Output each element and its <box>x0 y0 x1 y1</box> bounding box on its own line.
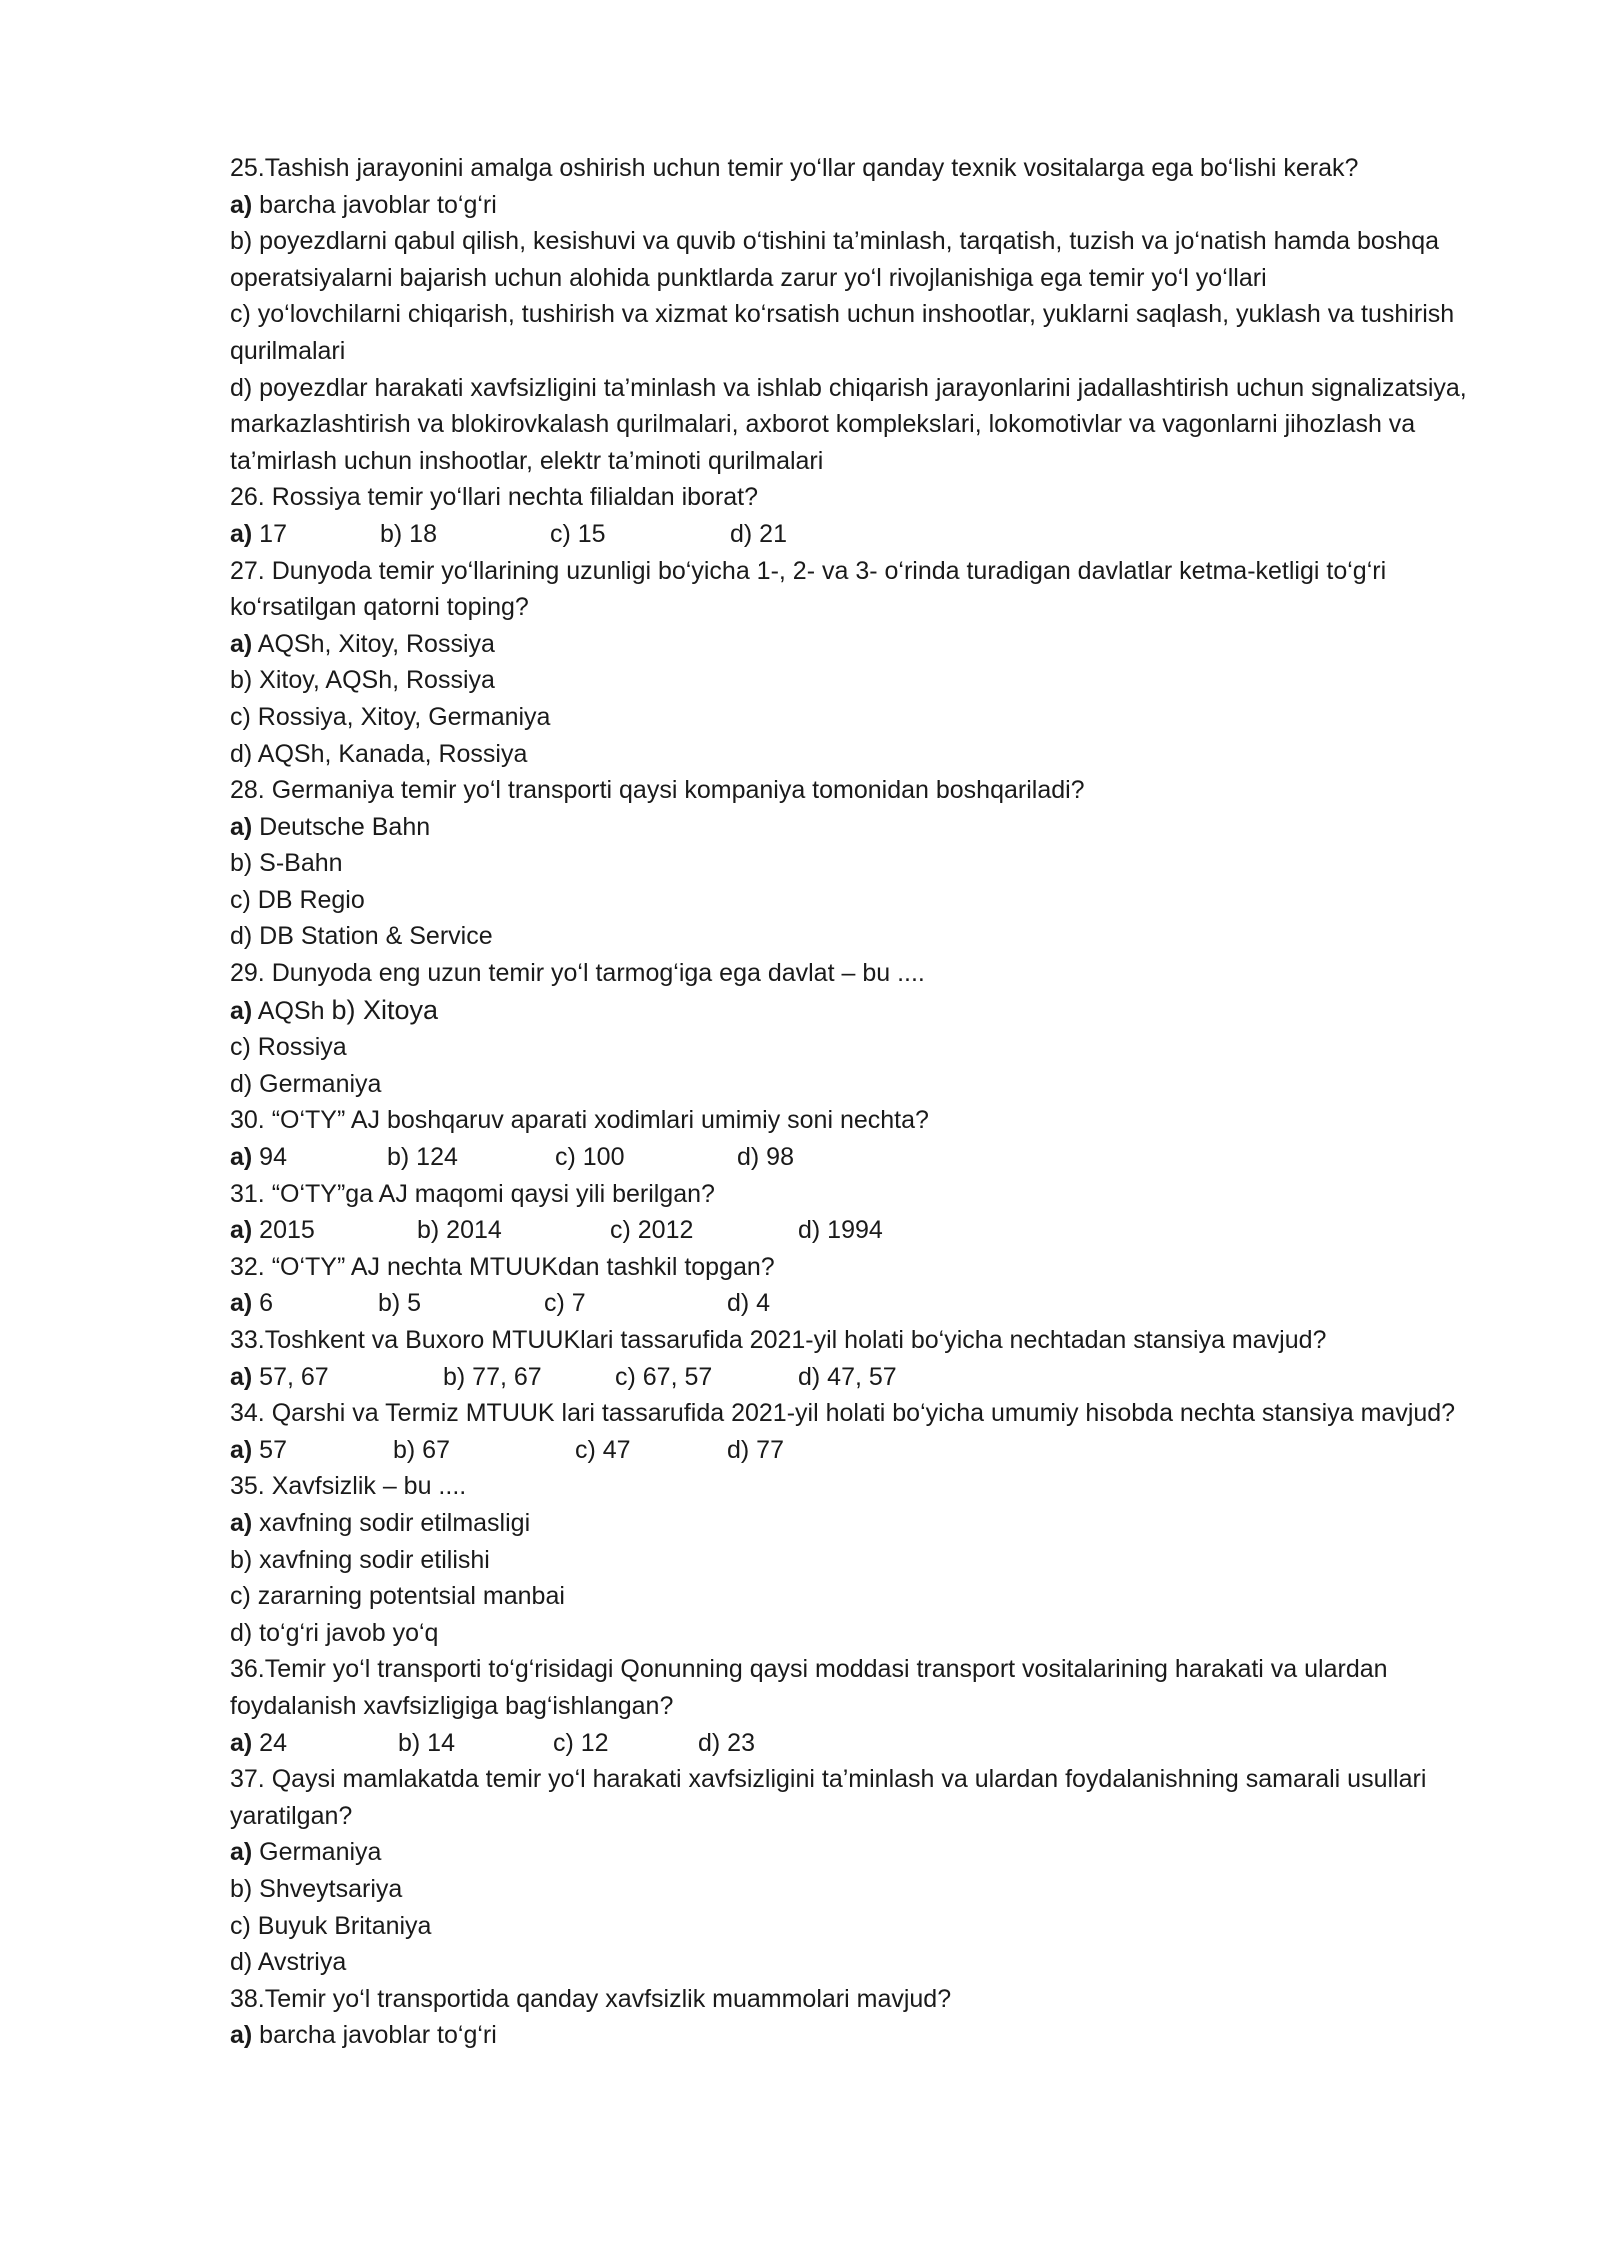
option-text: AQSh <box>252 996 332 1025</box>
option-letter: a) <box>230 1435 253 1464</box>
option-30-a <box>230 1139 387 1176</box>
option-34-d: d) 77 <box>727 1435 784 1464</box>
option-28-d: d) DB Station & Service <box>230 922 493 951</box>
options-34 <box>230 1432 1500 1469</box>
option-letter: a) <box>230 519 253 548</box>
option-31-b: b) 2014 <box>417 1216 502 1245</box>
option-31-d: d) 1994 <box>798 1216 883 1245</box>
option-25-d: d) poyezdlar harakati xavfsizligini ta’minlash va ishlab chiqarish jarayonlarini jadallashtirish uchun signalizatsiya, markazlashtirish va blokirovkalash qurilmalari, axborot komplekslari, lokomotivlar va vagonlarni jihozlash va ta’mirlash uchun inshootlar, elektr ta’minoti qurilmalari <box>230 373 1467 475</box>
option-32-a <box>230 1285 378 1322</box>
option-32-d: d) 4 <box>727 1289 771 1318</box>
option-text: AQSh, Xitoy, Rossiya <box>252 629 495 658</box>
option-38-a <box>230 2017 1500 2054</box>
question-34: 34. Qarshi va Termiz MTUUK lari tassarufida 2021-yil holati bo‘yicha umumiy hisobda nechta stansiya mavjud? <box>230 1399 1456 1428</box>
question-36: 36.Temir yo‘l transporti to‘g‘risidagi Qonunning qaysi moddasi transport vositalarining harakati va ulardan foydalanish xavfsizligiga bag‘ishlangan? <box>230 1655 1388 1720</box>
document-page <box>230 150 1500 2054</box>
option-37-d: d) Avstriya <box>230 1948 347 1977</box>
option-letter: a) <box>230 1728 253 1757</box>
option-text: 57, 67 <box>252 1362 329 1391</box>
option-text: Deutsche Bahn <box>252 812 431 841</box>
question-25: 25.Tashish jarayonini amalga oshirish uchun temir yo‘llar qanday texnik vositalarga ega bo‘lishi kerak? <box>230 154 1359 182</box>
option-letter: a) <box>230 2021 253 2050</box>
option-text: 24 <box>252 1728 287 1757</box>
option-37-c: c) Buyuk Britaniya <box>230 1911 432 1940</box>
question-31: 31. “O‘TY”ga AJ maqomi qaysi yili berilgan? <box>230 1179 715 1208</box>
option-text: 57 <box>252 1435 287 1464</box>
option-27-a <box>230 626 1500 663</box>
option-32-c: c) 7 <box>544 1289 586 1318</box>
option-26-a <box>230 516 380 553</box>
option-27-b: b) Xitoy, AQSh, Rossiya <box>230 666 495 695</box>
option-text: 17 <box>252 519 287 548</box>
option-text: 94 <box>252 1143 287 1172</box>
option-35-a <box>230 1505 1500 1542</box>
option-letter: a) <box>230 812 253 841</box>
option-29-d: d) Germaniya <box>230 1069 382 1098</box>
options-33 <box>230 1359 1500 1396</box>
option-34-a <box>230 1432 393 1469</box>
options-30 <box>230 1139 1500 1176</box>
option-27-d: d) AQSh, Kanada, Rossiya <box>230 739 528 768</box>
question-32: 32. “O‘TY” AJ nechta MTUUKdan tashkil topgan? <box>230 1252 775 1281</box>
option-25-b: b) poyezdlarni qabul qilish, kesishuvi va quvib o‘tishini ta’minlash, tarqatish, tuzish va jo‘natish hamda boshqa operatsiyalarni bajarish uchun alohida punktlarda zarur yo‘l rivojlanishiga ega temir yo‘l yo‘llari <box>230 227 1439 292</box>
option-36-c: c) 12 <box>553 1728 609 1757</box>
option-letter: a) <box>230 190 253 219</box>
option-29-a-b <box>230 992 1500 1030</box>
option-text: barcha javoblar to‘g‘ri <box>252 190 497 219</box>
option-36-b: b) 14 <box>398 1728 455 1757</box>
option-34-c: c) 47 <box>575 1435 631 1464</box>
option-28-b: b) S-Bahn <box>230 849 343 878</box>
option-text: Germaniya <box>252 1838 382 1867</box>
option-letter: a) <box>230 1143 253 1172</box>
option-letter: a) <box>230 629 253 658</box>
option-letter: a) <box>230 1362 253 1391</box>
option-35-c: c) zararning potentsial manbai <box>230 1582 565 1611</box>
option-25-a <box>230 187 1500 224</box>
option-37-b: b) Shveytsariya <box>230 1874 403 1903</box>
question-27: 27. Dunyoda temir yo‘llarining uzunligi bo‘yicha 1-, 2- va 3- o‘rinda turadigan davlatlar ketma-ketligi to‘g‘ri ko‘rsatilgan qatorni toping? <box>230 556 1387 622</box>
question-30: 30. “O‘TY” AJ boshqaruv aparati xodimlari umimiy soni nechta? <box>230 1106 929 1135</box>
option-35-d: d) to‘g‘ri javob yo‘q <box>230 1618 439 1647</box>
option-37-a <box>230 1834 1500 1871</box>
option-33-c: c) 67, 57 <box>615 1362 713 1391</box>
option-letter: a) <box>230 1216 253 1245</box>
option-letter: a) <box>230 1289 253 1318</box>
options-31 <box>230 1212 1500 1249</box>
option-36-d: d) 23 <box>698 1728 755 1757</box>
options-32 <box>230 1285 1500 1322</box>
option-26-c: c) 15 <box>550 519 606 548</box>
option-text: 2015 <box>252 1216 315 1245</box>
option-letter: a) <box>230 996 253 1025</box>
option-36-a <box>230 1725 398 1762</box>
option-30-c: c) 100 <box>555 1143 625 1172</box>
option-29-c: c) Rossiya <box>230 1033 347 1062</box>
question-29: 29. Dunyoda eng uzun temir yo‘l tarmog‘iga ega davlat – bu .... <box>230 959 925 988</box>
option-30-d: d) 98 <box>737 1143 794 1172</box>
question-26: 26. Rossiya temir yo‘llari nechta filialdan iborat? <box>230 483 759 512</box>
question-37: 37. Qaysi mamlakatda temir yo‘l harakati xavfsizligini ta’minlash va ulardan foydalanishning samarali usullari yaratilgan? <box>230 1765 1427 1830</box>
option-letter: a) <box>230 1838 253 1867</box>
option-32-b: b) 5 <box>378 1289 422 1318</box>
question-33: 33.Toshkent va Buxoro MTUUKlari tassarufida 2021-yil holati bo‘yicha nechtadan stansiya mavjud? <box>230 1326 1327 1354</box>
option-29-b: b) Xitoya <box>331 994 439 1025</box>
option-28-c: c) DB Regio <box>230 885 365 914</box>
option-25-c: c) yo‘lovchilarni chiqarish, tushirish va xizmat ko‘rsatish uchun inshootlar, yuklarni saqlash, yuklash va tushirish qurilmalari <box>230 300 1455 365</box>
option-33-d: d) 47, 57 <box>798 1362 897 1391</box>
option-28-a <box>230 809 1500 846</box>
option-35-b: b) xavfning sodir etilishi <box>230 1545 490 1574</box>
question-28: 28. Germaniya temir yo‘l transporti qaysi kompaniya tomonidan boshqariladi? <box>230 776 1085 805</box>
question-38: 38.Temir yo‘l transportida qanday xavfsizlik muammolari mavjud? <box>230 1984 952 2013</box>
options-26 <box>230 516 1500 553</box>
option-26-d: d) 21 <box>730 519 787 548</box>
option-text: barcha javoblar to‘g‘ri <box>252 2021 497 2050</box>
option-27-c: c) Rossiya, Xitoy, Germaniya <box>230 702 551 731</box>
option-33-a <box>230 1359 443 1396</box>
option-33-b: b) 77, 67 <box>443 1362 542 1391</box>
option-text: 6 <box>252 1289 274 1318</box>
option-31-c: c) 2012 <box>610 1216 694 1245</box>
option-31-a <box>230 1212 417 1249</box>
option-letter: a) <box>230 1508 253 1537</box>
options-36 <box>230 1725 1500 1762</box>
option-30-b: b) 124 <box>387 1143 458 1172</box>
option-26-b: b) 18 <box>380 519 437 548</box>
option-34-b: b) 67 <box>393 1435 450 1464</box>
option-text: xavfning sodir etilmasligi <box>252 1508 531 1537</box>
question-35: 35. Xavfsizlik – bu .... <box>230 1472 467 1501</box>
